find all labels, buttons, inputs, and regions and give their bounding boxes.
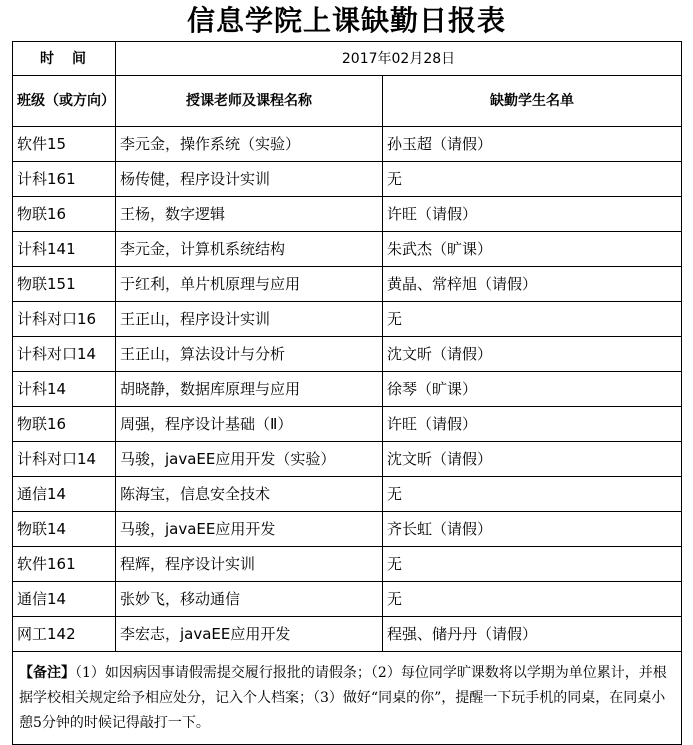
teacher-course-cell: 杨传健，程序设计实训 — [116, 162, 383, 197]
table-row — [13, 477, 682, 512]
class-cell: 计科对口16 — [13, 302, 116, 337]
absent-cell: 沈文昕（请假） — [383, 337, 682, 372]
absent-cell: 无 — [383, 477, 682, 512]
table-row — [13, 162, 682, 197]
note-text: （1）如因病因事请假需提交履行报批的请假条；（2）每位同学旷课数将以学期为单位累计，并根据学校相关规定给予相应处分，记入个人档案；（3）做好“同桌的你”，提醒一下玩手机的同桌，在同桌小憩5分钟的时候记得敲打一下。 — [19, 664, 667, 731]
absent-cell: 许旺（请假） — [383, 407, 682, 442]
table-row — [13, 197, 682, 232]
teacher-course-cell: 于红利，单片机原理与应用 — [116, 267, 383, 302]
teacher-course-cell: 王正山，程序设计实训 — [116, 302, 383, 337]
teacher-course-cell: 马骏，javaEE应用开发（实验） — [116, 442, 383, 477]
absent-cell: 孙玉超（请假） — [383, 127, 682, 162]
note-label: 【备注】 — [19, 664, 75, 681]
time-label: 时 间 — [13, 42, 116, 76]
absent-cell: 程强、储丹丹（请假） — [383, 617, 682, 652]
teacher-course-cell: 胡晓静，数据库原理与应用 — [116, 372, 383, 407]
absent-cell: 沈文昕（请假） — [383, 442, 682, 477]
class-cell: 通信14 — [13, 582, 116, 617]
class-cell: 网工142 — [13, 617, 116, 652]
absent-cell: 许旺（请假） — [383, 197, 682, 232]
note-cell — [13, 652, 682, 745]
teacher-course-cell: 李元金，操作系统（实验） — [116, 127, 383, 162]
teacher-course-cell: 王杨，数字逻辑 — [116, 197, 383, 232]
class-cell: 通信14 — [13, 477, 116, 512]
absent-cell: 无 — [383, 547, 682, 582]
absent-cell: 无 — [383, 302, 682, 337]
class-cell: 物联16 — [13, 197, 116, 232]
teacher-course-cell: 王正山，算法设计与分析 — [116, 337, 383, 372]
class-cell: 软件15 — [13, 127, 116, 162]
attendance-table — [12, 41, 682, 745]
absent-cell: 无 — [383, 162, 682, 197]
time-row — [13, 42, 682, 76]
class-cell: 计科161 — [13, 162, 116, 197]
class-cell: 物联16 — [13, 407, 116, 442]
table-row — [13, 547, 682, 582]
class-cell: 物联14 — [13, 512, 116, 547]
absent-cell: 无 — [383, 582, 682, 617]
header-teacher-course: 授课老师及课程名称 — [116, 76, 383, 127]
teacher-course-cell: 张妙飞，移动通信 — [116, 582, 383, 617]
class-cell: 计科对口14 — [13, 442, 116, 477]
table-row — [13, 337, 682, 372]
table-row — [13, 617, 682, 652]
teacher-course-cell: 马骏，javaEE应用开发 — [116, 512, 383, 547]
class-cell: 物联151 — [13, 267, 116, 302]
header-class: 班级（或方向） — [13, 76, 116, 127]
table-row — [13, 232, 682, 267]
table-row — [13, 407, 682, 442]
teacher-course-cell: 李宏志，javaEE应用开发 — [116, 617, 383, 652]
class-cell: 软件161 — [13, 547, 116, 582]
report-title: 信息学院上课缺勤日报表 — [186, 4, 506, 37]
table-row — [13, 512, 682, 547]
class-cell: 计科对口14 — [13, 337, 116, 372]
teacher-course-cell: 陈海宝，信息安全技术 — [116, 477, 383, 512]
table-row — [13, 127, 682, 162]
note-row — [13, 652, 682, 745]
teacher-course-cell: 程辉，程序设计实训 — [116, 547, 383, 582]
header-row — [13, 76, 682, 127]
table-row — [13, 372, 682, 407]
absent-cell: 齐长虹（请假） — [383, 512, 682, 547]
report-date: 2017年02月28日 — [116, 42, 682, 76]
table-row — [13, 267, 682, 302]
class-cell: 计科14 — [13, 372, 116, 407]
absent-cell: 黄晶、常梓旭（请假） — [383, 267, 682, 302]
class-cell: 计科141 — [13, 232, 116, 267]
table-row — [13, 582, 682, 617]
teacher-course-cell: 周强，程序设计基础（Ⅱ） — [116, 407, 383, 442]
table-row — [13, 442, 682, 477]
teacher-course-cell: 李元金，计算机系统结构 — [116, 232, 383, 267]
table-row — [13, 302, 682, 337]
header-absent: 缺勤学生名单 — [383, 76, 682, 127]
absent-cell: 徐琴（旷课） — [383, 372, 682, 407]
absent-cell: 朱武杰（旷课） — [383, 232, 682, 267]
